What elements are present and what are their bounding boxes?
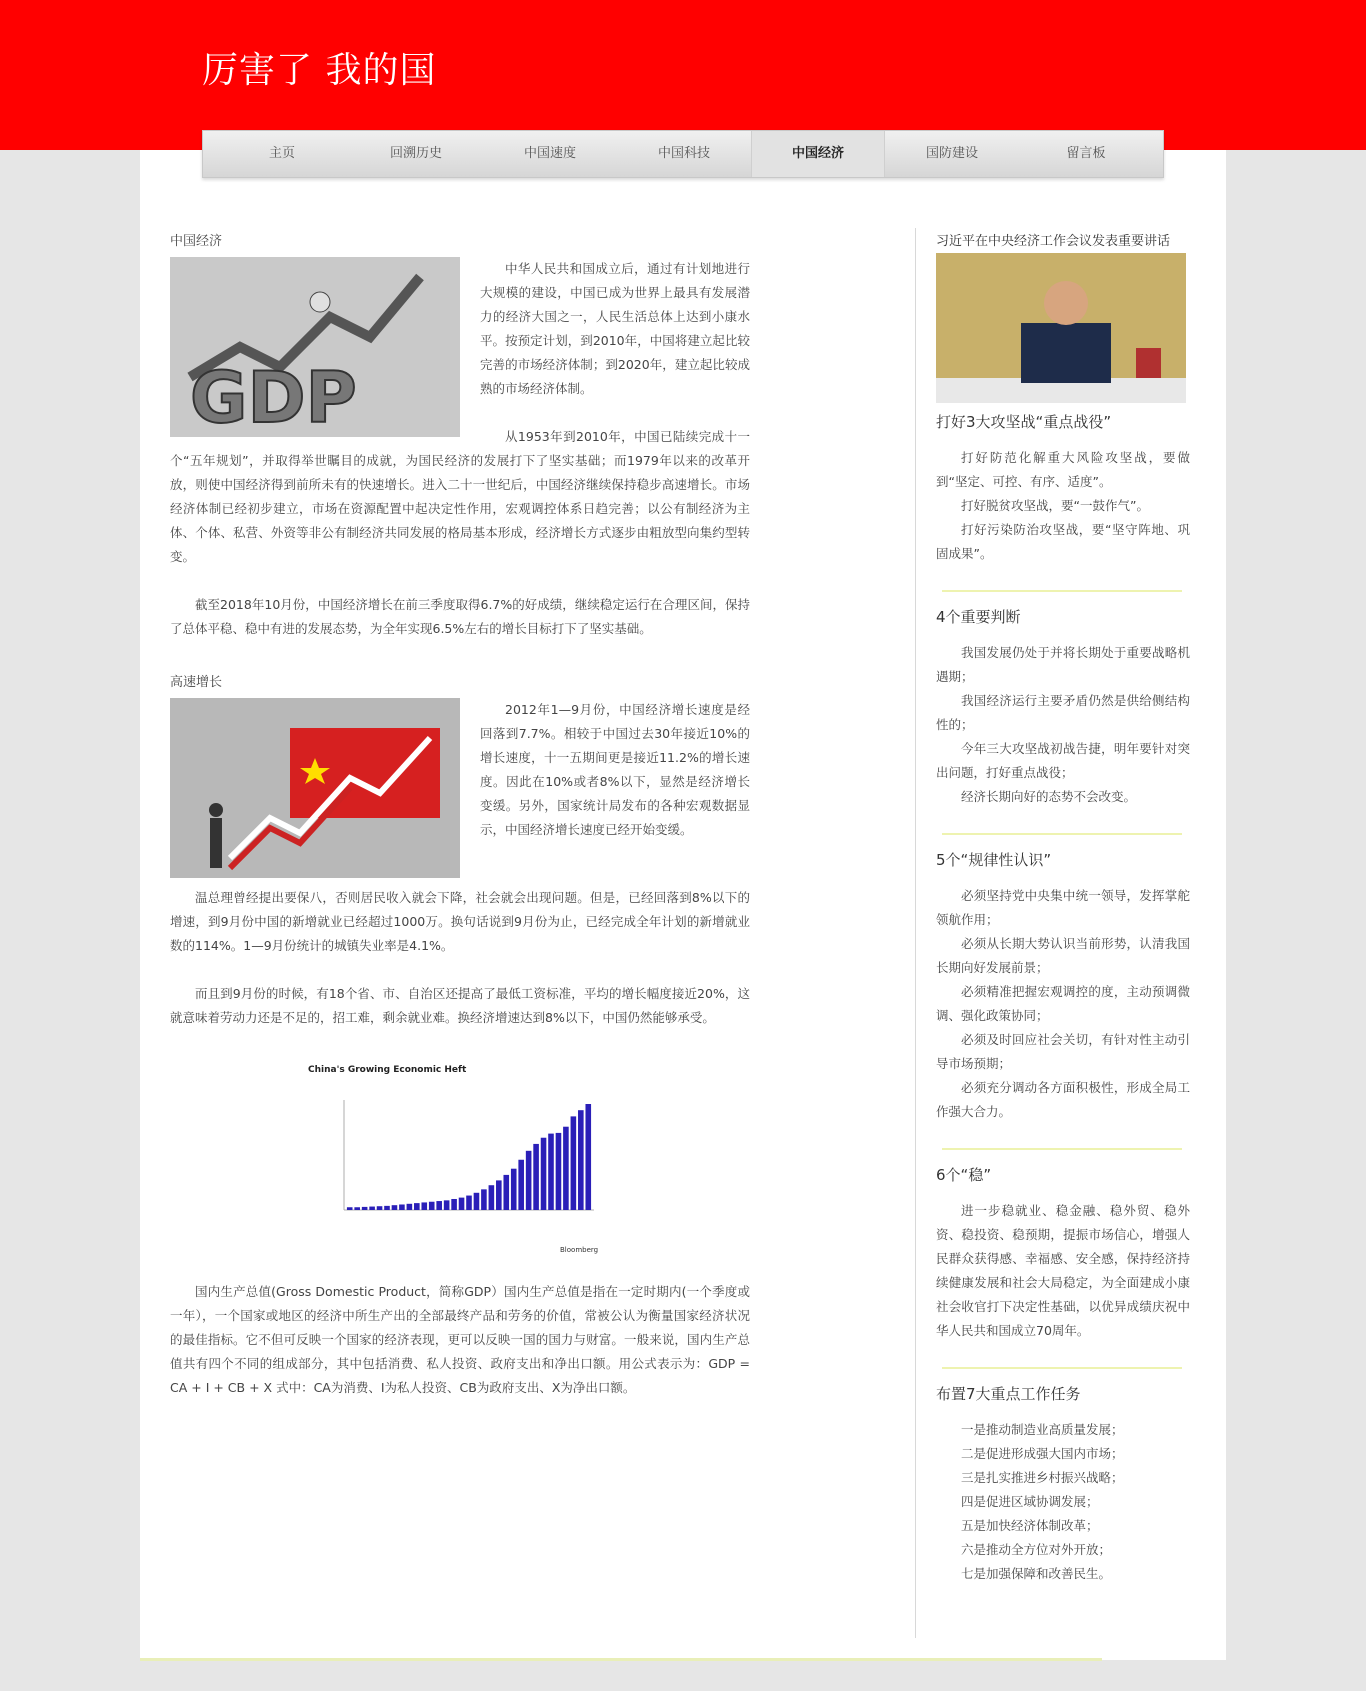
site-title: 厉害了 我的国 xyxy=(202,50,437,91)
growth-paragraph-3: 而且到9月份的时候，有18个省、市、自治区还提高了最低工资标准，平均的增长幅度接近20%，这就意味着劳动力还是不足的，招工难，剩余就业难。换经济增速达到8%以下，中国仍然能够承受。 xyxy=(170,986,750,1025)
sidebar-separator xyxy=(942,1148,1182,1150)
chart-bar xyxy=(429,1202,435,1210)
chart-bar xyxy=(451,1199,457,1210)
sidebar-task-2: 二是促进形成强大国内市场； xyxy=(961,1446,1124,1461)
chart-bar xyxy=(436,1201,442,1210)
sidebar-photo-caption: 习近平在中央经济工作会议发表重要讲话 xyxy=(936,234,1171,249)
sidebar-heading-rules: 5个“规律性认识” xyxy=(936,851,1052,869)
chart-bar xyxy=(556,1133,562,1210)
chart-bar xyxy=(541,1138,547,1210)
sidebar-task-4: 四是促进区域协调发展； xyxy=(961,1494,1099,1509)
section-growth xyxy=(170,698,750,1030)
sidebar-heading-judgments: 4个重要判断 xyxy=(936,608,1021,626)
chart-bar xyxy=(563,1127,569,1210)
xi-speech-photo xyxy=(936,253,1186,403)
growth-billboard-image xyxy=(170,698,460,878)
sidebar-rule-line-2: 必须从长期大势认识当前形势，认清我国长期向好发展前景； xyxy=(936,936,1190,975)
chart-bar xyxy=(384,1206,390,1210)
nav-defense[interactable]: 国防建设 xyxy=(925,146,978,161)
chart-bar xyxy=(444,1200,450,1210)
page-bottom-divider xyxy=(140,1658,1102,1661)
sidebar-heading-stability: 6个“稳” xyxy=(936,1166,992,1184)
chart-bar xyxy=(362,1207,368,1210)
section-title-economy: 中国经济 xyxy=(170,234,223,249)
sidebar-rule-line-3: 必须精准把握宏观调控的度，主动预调微调、强化政策协同； xyxy=(936,984,1190,1023)
section-title-growth: 高速增长 xyxy=(170,675,223,690)
chart-bar xyxy=(526,1151,532,1210)
sidebar-task-3: 三是扎实推进乡村振兴战略； xyxy=(961,1470,1124,1485)
nav-home[interactable]: 主页 xyxy=(268,146,295,161)
nav-china-economy[interactable]: 中国经济 xyxy=(751,131,885,177)
chart-bar xyxy=(474,1193,480,1210)
sidebar xyxy=(936,230,1190,1586)
sidebar-battles-line-2: 打好脱贫攻坚战，要“一鼓作气”。 xyxy=(961,498,1149,513)
nav-message-board[interactable]: 留言板 xyxy=(1066,146,1106,161)
sidebar-judgment-line-3: 今年三大攻坚战初战告捷，明年要针对突出问题，打好重点战役； xyxy=(936,741,1190,780)
chart-title: China's Growing Economic Heft xyxy=(308,1065,467,1075)
economy-paragraph-1: 中华人民共和国成立后，通过有计划地进行大规模的建设，中国已成为世界上最具有发展潜力的经济大国之一，人民生活总体上达到小康水平。按预定计划，到2010年，中国将建立起比较完善的市场经济体制；到2020年，建立起比较成熟的市场经济体制。 xyxy=(480,261,750,396)
main-nav xyxy=(202,130,1164,178)
gdp-illustration-image xyxy=(170,257,460,437)
gdp-chart-figure xyxy=(304,1060,614,1260)
chart-bar xyxy=(548,1134,554,1210)
chart-bar xyxy=(481,1189,487,1210)
nav-history[interactable]: 回溯历史 xyxy=(389,146,442,161)
sidebar-separator xyxy=(942,833,1182,835)
chart-source: Bloomberg xyxy=(560,1246,599,1254)
gdp-bar-chart xyxy=(304,1060,614,1260)
chart-bar xyxy=(347,1207,353,1210)
nav-china-speed[interactable]: 中国速度 xyxy=(523,146,576,161)
chart-bar xyxy=(459,1198,465,1210)
chart-bar xyxy=(421,1202,427,1210)
sidebar-stability-text: 进一步稳就业、稳金融、稳外贸、稳外资、稳投资、稳预期，提振市场信心，增强人民群众获得感、幸福感、安全感，保持经济持续健康发展和社会大局稳定，为全面建成小康社会收官打下决定性基础，以优异成绩庆祝中华人民共和国成立70周年。 xyxy=(936,1203,1190,1338)
sidebar-battles-line-3: 打好污染防治攻坚战，要“坚守阵地、巩固成果”。 xyxy=(936,522,1190,561)
sidebar-rule-line-4: 必须及时回应社会关切，有针对性主动引导市场预期； xyxy=(936,1032,1190,1071)
sidebar-judgment-line-2: 我国经济运行主要矛盾仍然是供给侧结构性的； xyxy=(936,693,1190,732)
sidebar-judgment-line-1: 我国发展仍处于并将长期处于重要战略机遇期； xyxy=(936,645,1190,684)
chart-bar xyxy=(511,1169,517,1210)
sidebar-task-5: 五是加快经济体制改革； xyxy=(961,1518,1099,1533)
economy-paragraph-3: 截至2018年10月份，中国经济增长在前三季度取得6.7%的好成绩，继续稳定运行在合理区间，保持了总体平稳、稳中有进的发展态势，为全年实现6.5%左右的增长目标打下了坚实基础。 xyxy=(170,597,750,636)
sidebar-divider xyxy=(915,228,916,1638)
chart-bar xyxy=(414,1203,420,1210)
growth-paragraph-2: 温总理曾经提出要保八，否则居民收入就会下降，社会就会出现问题。但是，已经回落到8%以下的增速，到9月份中国的新增就业已经超过1000万。换句话说到9月份为止，已经完成全年计划的新增就业数的114%。1—9月份统计的城镇失业率是4.1%。 xyxy=(170,890,750,953)
nav-china-tech[interactable]: 中国科技 xyxy=(657,146,710,161)
growth-paragraph-1: 2012年1—9月份，中国经济增长速度是经回落到7.7%。相较于中国过去30年接近10%的增长速度，十一五期间更是接近11.2%的增长速度。因此在10%或者8%以下，显然是经济增长变缓。另外，国家统计局发布的各种宏观数据显示，中国经济增长速度已经开始变缓。 xyxy=(480,702,750,837)
chart-bar xyxy=(407,1204,413,1210)
chart-bar xyxy=(571,1116,577,1210)
section-economy xyxy=(170,257,750,641)
sidebar-task-1: 一是推动制造业高质量发展； xyxy=(961,1422,1124,1437)
sidebar-task-7: 七是加强保障和改善民生。 xyxy=(961,1566,1112,1581)
gdp-definition-paragraph: 国内生产总值(Gross Domestic Product，简称GDP）国内生产总值是指在一定时期内(一个季度或一年），一个国家或地区的经济中所生产出的全部最终产品和劳务的价值，常被公认为衡量国家经济状况的最佳指标。它不但可反映一个国家的经济表现，更可以反映一国的国力与财富。一般来说，国内生产总值共有四个不同的组成部分，其中包括消费、私人投资、政府支出和净出口额。用公式表示为：GDP = CA + I + CB + X 式中：CA为消费、I为私人投资、CB为政府支出、X为净出口额。 xyxy=(170,1284,750,1395)
chart-bar xyxy=(496,1180,502,1210)
sidebar-rule-line-5: 必须充分调动各方面积极性，形成全局工作强大合力。 xyxy=(936,1080,1190,1119)
economy-paragraph-2: 从1953年到2010年，中国已陆续完成十一个“五年规划”，并取得举世瞩目的成就，为国民经济的发展打下了坚实基础；而1979年以来的改革开放，则使中国经济得到前所未有的快速增长。进入二十一世纪后，中国经济继续保持稳步高速增长。市场经济体制已经初步建立，市场在资源配置中起决定性作用，宏观调控体系日趋完善；以公有制经济为主体、个体、私营、外资等非公有制经济共同发展的格局基本形成，经济增长方式逐步由粗放型向集约型转变。 xyxy=(170,429,750,564)
chart-bar xyxy=(377,1206,383,1210)
chart-bar xyxy=(399,1204,405,1210)
chart-bar xyxy=(533,1144,539,1210)
chart-bar xyxy=(585,1104,591,1210)
main-content xyxy=(170,230,750,1400)
chart-bar xyxy=(578,1110,584,1210)
sidebar-battles-line-1: 打好防范化解重大风险攻坚战，要做到“坚定、可控、有序、适度”。 xyxy=(936,450,1190,489)
chart-bar xyxy=(354,1207,360,1210)
chart-bar xyxy=(489,1185,495,1210)
chart-bar xyxy=(466,1196,472,1210)
sidebar-heading-tasks: 布置7大重点工作任务 xyxy=(936,1385,1081,1403)
svg-text:GDP: GDP xyxy=(190,357,357,437)
sidebar-task-6: 六是推动全方位对外开放； xyxy=(961,1542,1112,1557)
sidebar-rule-line-1: 必须坚持党中央集中统一领导，发挥掌舵领航作用； xyxy=(936,888,1190,927)
sidebar-separator xyxy=(942,1367,1182,1369)
sidebar-heading-battles: 打好3大攻坚战“重点战役” xyxy=(936,413,1112,431)
chart-bar xyxy=(518,1160,524,1210)
sidebar-judgment-line-4: 经济长期向好的态势不会改变。 xyxy=(961,789,1137,804)
chart-bar xyxy=(392,1205,398,1210)
chart-bar xyxy=(503,1175,509,1210)
sidebar-separator xyxy=(942,590,1182,592)
chart-bar xyxy=(369,1207,375,1210)
